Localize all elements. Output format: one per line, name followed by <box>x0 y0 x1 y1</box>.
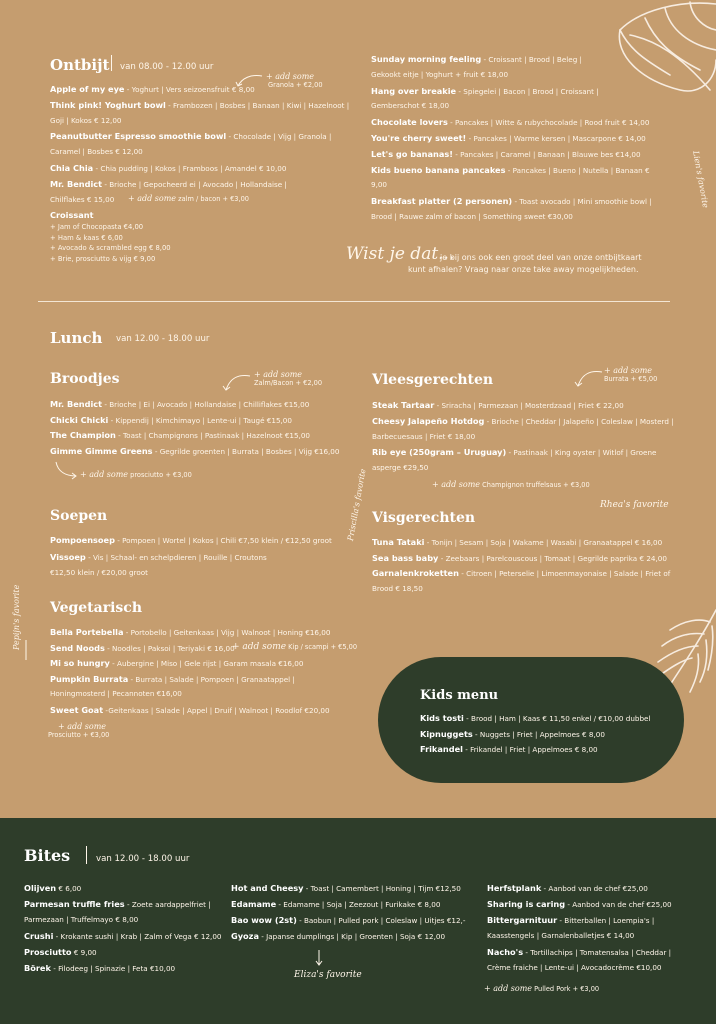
menu-item <box>371 166 650 174</box>
menu-item-name: Let's go bananas! <box>371 148 453 159</box>
menu-item-name: You're cherry sweet! <box>371 133 467 143</box>
menu-item-description: - Citroen | Peterselie | Limoenmayonaise | Salade | Friet of <box>458 569 671 579</box>
menu-item-description: 9,00 <box>371 180 388 190</box>
menu-item-description: - Bitterballen | Loempia's | <box>557 916 655 925</box>
plus-icon: + <box>50 233 58 242</box>
menu-item-name: Garnalenkroketten <box>372 568 459 579</box>
menu-item-description: - Zoete aardappelfriet | <box>124 900 211 909</box>
menu-item-description: - Nuggets | Friet | Appelmoes € 8,00 <box>472 729 605 739</box>
menu-item-description: - Pompoen | Wortel | Kokos | Chili €7,50 klein / €12,50 groot <box>114 536 332 545</box>
menu-item <box>487 932 634 939</box>
menu-item <box>50 148 143 155</box>
plus-icon: + <box>50 244 58 252</box>
menu-item-description: € 6,00 <box>56 884 82 893</box>
rib-eye-add-some: + add some Champignon truffelsaus + €3,00 <box>432 480 590 489</box>
menu-item <box>371 213 573 220</box>
menu-item-description: - Brioche | Gepocheerd ei | Avocado | Hollandaise | <box>102 179 287 189</box>
menu-item-name: Mr. Bendict <box>50 178 103 189</box>
menu-item <box>50 431 310 439</box>
menu-item <box>50 644 235 652</box>
menu-item <box>231 932 445 940</box>
menu-item <box>372 554 667 562</box>
menu-item <box>50 211 94 219</box>
menu-item-description: - Toast avocado | Mini smoothie bowl | <box>512 197 652 207</box>
menu-item <box>371 118 649 126</box>
menu-item-description: - Japanse dumplings | Kip | Groenten | Soja € 12,00 <box>258 932 446 941</box>
wist-line-1: je bij ons ook een groot deel van onze ontbijtkaart <box>440 253 642 262</box>
menu-item-description: - Chocolade | Vijg | Granola | <box>226 132 332 142</box>
menu-item <box>371 197 652 205</box>
menu-item-description: - Croissant | Brood | Beleg | <box>481 55 582 64</box>
nacho-add-some: + add some Pulled Pork + €3,00 <box>484 984 600 993</box>
arrow-icon <box>314 950 324 966</box>
menu-item-description: - Frikandel | Friet | Appelmoes € 8,00 <box>462 745 598 754</box>
croissant-option-text: Avocado & scrambled egg € 8,00 <box>57 244 171 252</box>
menu-item <box>371 102 449 109</box>
menu-item-description: Goji | Kokos € 12,00 <box>50 115 122 125</box>
croissant-option <box>50 255 155 263</box>
menu-item-name: Mr. Bendict <box>50 399 103 409</box>
menu-item-name: Herfstplank <box>487 883 542 893</box>
menu-item-description: - Tortillachips | Tomatensalsa | Cheddar | <box>523 948 672 957</box>
menu-item-description: -Geitenkaas | Salade | Appel | Druif | Walnoot | Roodlof €20,00 <box>103 706 330 715</box>
menu-item-name: Gimme Gimme Greens <box>50 445 153 456</box>
menu-item-description: - Sriracha | Parmezaan | Mosterdzaad | Friet € 22,00 <box>434 401 624 410</box>
menu-item <box>24 932 222 940</box>
vlees-add-some: + add some Burrata + €5,00 <box>604 366 658 383</box>
section-title-visgerechten: Visgerechten <box>372 510 476 526</box>
bites-time: van 12.00 - 18.00 uur <box>96 854 190 864</box>
section-title-broodjes: Broodjes <box>50 371 120 387</box>
menu-item-name: Nacho's <box>487 947 524 957</box>
menu-item <box>50 117 121 124</box>
menu-item-name: Börek <box>24 963 51 973</box>
menu-item <box>50 85 255 93</box>
menu-item-name: Send Noods <box>50 642 105 653</box>
menu-item <box>50 569 148 576</box>
leaf-decoration-icon <box>600 0 716 110</box>
menu-item-name: Hang over breakie <box>371 85 457 96</box>
menu-item-name: Kids bueno banana pancakes <box>371 164 506 175</box>
menu-item-name: Bao wow (2st) <box>231 915 297 925</box>
wist-je-dat-script: Wist je dat... <box>346 244 455 264</box>
plus-icon: + <box>50 254 58 263</box>
menu-item-name: Peanutbutter Espresso smoothie bowl <box>50 131 227 142</box>
menu-item-description: - Noodles | Paksoi | Teriyaki € 16,00 <box>104 643 235 653</box>
menu-item-name: Vissoep <box>50 551 86 562</box>
menu-item-description: - Pastinaak | King oyster | Witlof | Groene <box>506 448 657 458</box>
send-noods-add-some: + add some Kip / scampi + €5,00 <box>232 642 358 652</box>
menu-item <box>372 401 624 409</box>
section-title-soepen: Soepen <box>50 508 108 524</box>
menu-item-description: - Toast | Champignons | Pastinaak | Hazelnoot €15,00 <box>115 431 310 441</box>
menu-item-description: Crème fraiche | Lente-ui | Avocadocrème €10,00 <box>487 963 662 972</box>
ontbijt-add-some: + add some Granola + €2,00 <box>266 72 323 89</box>
menu-item <box>371 71 508 78</box>
menu-item-name: Breakfast platter (2 personen) <box>371 196 513 207</box>
lunch-time: van 12.00 - 18.00 uur <box>116 334 210 344</box>
broodjes-bottom-add: + add some prosciutto + €3,00 <box>80 470 192 479</box>
menu-item-description: - Aanbod van de chef €25,00 <box>541 884 648 893</box>
menu-item-name: Apple of my eye <box>50 84 125 94</box>
menu-item <box>372 585 423 592</box>
menu-item-description: - Yoghurt | Vers seizoensfruit € 8,00 <box>124 85 255 94</box>
section-title-kids: Kids menu <box>420 688 499 703</box>
menu-item <box>50 536 332 544</box>
menu-item-description: - Zeebaars | Parelcouscous | Tomaat | Gegrilde paprika € 24,00 <box>438 553 667 563</box>
menu-item-description: - Vis | Schaal- en schelpdieren | Rouille | Croutons <box>85 552 267 562</box>
menu-item <box>372 433 475 440</box>
menu-item-name: Sunday morning feeling <box>371 54 482 64</box>
menu-item-description: € 9,00 <box>71 948 97 957</box>
menu-item-name: Think pink! Yoghurt bowl <box>50 99 166 110</box>
menu-item <box>372 464 428 471</box>
priscilla-favorite-label: Priscilla's favorite <box>346 468 368 542</box>
menu-item-description: Honingmosterd | Pecannoten €16,00 <box>50 689 182 699</box>
menu-item <box>50 132 331 140</box>
menu-item <box>24 948 97 956</box>
section-divider <box>38 301 670 302</box>
menu-item <box>50 164 286 172</box>
lien-favorite-label: Lien's favorite <box>691 150 711 209</box>
menu-item <box>231 884 461 892</box>
menu-item <box>50 706 330 714</box>
menu-item-name: Bella Portebella <box>50 627 124 637</box>
menu-item-name: Mi so hungry <box>50 658 110 669</box>
menu-item-description: - Spiegelei | Bacon | Brood | Croissant | <box>456 86 599 96</box>
croissant-option <box>50 223 143 231</box>
menu-item-description: asperge €29,50 <box>372 463 429 473</box>
menu-item <box>24 884 81 892</box>
menu-item-description: - Portobello | Geitenkaas | Vijg | Walnoot | Honing €16,00 <box>123 628 331 637</box>
menu-item-description: Brood € 18,50 <box>372 583 423 593</box>
croissant-option-text: Brie, prosciutto & vijg € 9,00 <box>57 254 156 263</box>
menu-item-description: - Baobun | Pulled pork | Coleslaw | Uitjes €12,- <box>296 916 466 925</box>
pepijn-favorite-label: Pepijn's favorite <box>12 584 21 650</box>
menu-item <box>50 447 339 455</box>
menu-item <box>24 900 211 908</box>
croissant-option-text: Ham & kaas € 6,00 <box>57 233 123 242</box>
menu-item-name: Chocolate lovers <box>371 117 448 128</box>
menu-item-description: - Burrata | Salade | Pompoen | Granaatappel | <box>128 674 295 684</box>
menu-item-description: - Frambozen | Bosbes | Banaan | Kiwi | Hazelnoot | <box>165 100 350 110</box>
menu-item <box>372 538 662 546</box>
menu-item-description: - Pancakes | Caramel | Banaan | Blauwe bes €14,00 <box>452 149 641 159</box>
menu-item-description: Gekookt eitje | Yoghurt + fruit € 18,00 <box>371 69 509 79</box>
menu-item <box>420 714 650 722</box>
wist-line-2: kunt afhalen? Vraag naar onze take away mogelijkheden. <box>408 265 639 274</box>
menu-item-name: Pumpkin Burrata <box>50 673 129 684</box>
menu-item <box>50 180 287 188</box>
menu-item <box>24 916 138 923</box>
menu-item-name: Chia Chia <box>50 163 94 173</box>
section-title-vleesgerechten: Vleesgerechten <box>372 372 494 388</box>
menu-item <box>487 916 654 924</box>
menu-item <box>371 150 641 158</box>
menu-item-name: Pompoensoep <box>50 535 115 545</box>
menu-item-description: - Kippendij | Kimchimayo | Lente-ui | Taugé €15,00 <box>108 415 292 425</box>
menu-item-name: Kids tosti <box>420 713 464 723</box>
menu-item-description: Barbecuesaus | Friet € 18,00 <box>372 431 476 441</box>
menu-item <box>50 101 349 109</box>
eliza-favorite-label: Eliza's favorite <box>294 970 362 980</box>
menu-item-name: Olijven <box>24 883 57 893</box>
section-title-lunch: Lunch <box>50 329 103 347</box>
menu-item-description: - Pancakes | Bueno | Nutella | Banaan € <box>505 165 650 175</box>
menu-item-name: Sea bass baby <box>372 552 439 563</box>
menu-item-description: - Brood | Ham | Kaas € 11,50 enkel / €10,00 dubbel <box>463 714 651 723</box>
menu-item <box>487 964 661 971</box>
mr-bendict-add-some: + add some zalm / bacon + €3,00 <box>128 194 249 203</box>
menu-item-name: The Champion <box>50 430 116 441</box>
menu-item-name: Tuna Tataki <box>372 537 425 547</box>
ontbijt-time: van 08.00 - 12.00 uur <box>120 62 214 72</box>
rhea-favorite-label: Rhea's favorite <box>600 500 669 510</box>
menu-item <box>231 900 440 908</box>
menu-item-description: - Pancakes | Witte & rubychocolade | Rood fruit € 14,00 <box>447 118 650 128</box>
menu-item-description: Caramel | Bosbes € 12,00 <box>50 147 143 157</box>
menu-item-description: Chilflakes € 15,00 <box>50 194 115 204</box>
menu-item-name: Edamame <box>231 899 277 909</box>
sweet-goat-add-some: + add some Prosciutto + €3,00 <box>48 722 110 739</box>
menu-item-description: - Brioche | Cheddar | Jalapeño | Coleslaw | Mosterd | <box>484 416 674 426</box>
menu-item <box>50 400 309 408</box>
menu-item <box>420 745 598 753</box>
title-separator <box>86 846 87 864</box>
menu-item <box>372 569 670 577</box>
menu-item-name: Chicki Chicki <box>50 414 109 425</box>
menu-item-description: - Aubergine | Miso | Gele rijst | Garam masala €16,00 <box>109 659 304 669</box>
menu-item-description: Brood | Rauwe zalm of bacon | Something sweet €30,00 <box>371 212 573 221</box>
menu-item <box>371 134 646 142</box>
croissant-option <box>50 244 171 252</box>
arrow-icon <box>54 460 78 480</box>
menu-item-description: - Aanbod van de chef €25,00 <box>565 900 672 909</box>
menu-item-name: Gyoza <box>231 931 259 941</box>
menu-item <box>50 553 267 561</box>
menu-item-name: Steak Tartaar <box>372 400 435 410</box>
arrow-icon <box>22 640 30 662</box>
menu-item-name: Croissant <box>50 210 94 221</box>
menu-item-description: - Pancakes | Warme kersen | Mascarpone € 14,00 <box>466 134 646 143</box>
croissant-option <box>50 234 123 242</box>
menu-item <box>487 948 671 956</box>
croissant-option-text: Jam of Chocopasta €4,00 <box>57 223 144 231</box>
menu-item <box>371 181 387 188</box>
menu-item-name: Sharing is caring <box>487 899 566 909</box>
menu-item <box>50 628 330 636</box>
menu-item-name: Hot and Cheesy <box>231 883 304 893</box>
menu-item-description: - Tonijn | Sesam | Soja | Wakame | Wasabi | Granaatappel € 16,00 <box>424 538 663 547</box>
menu-item-name: Rib eye (250gram – Uruguay) <box>372 447 507 458</box>
section-title-vegetarisch: Vegetarisch <box>50 600 142 616</box>
menu-item <box>487 884 648 892</box>
menu-item-description: - Chia pudding | Kokos | Framboos | Amandel € 10,00 <box>93 164 287 173</box>
menu-item-description: - Gegrilde groenten | Burrata | Bosbes | Vijg €16,00 <box>152 446 340 456</box>
menu-item-description: Kaasstengels | Garnalenballetjes € 14,00 <box>487 931 635 940</box>
menu-item <box>371 55 582 63</box>
menu-item <box>372 448 656 456</box>
menu-item-name: Kipnuggets <box>420 728 473 739</box>
section-title-ontbijt: Ontbijt <box>50 56 110 74</box>
menu-item-description: - Brioche | Ei | Avocado | Hollandaise | Chilliflakes €15,00 <box>102 400 310 409</box>
menu-item-description: €12,50 klein / €20,00 groot <box>50 568 148 577</box>
menu-item-description: - Krokante sushi | Krab | Zalm of Vega € 12,00 <box>53 932 222 941</box>
menu-item <box>371 87 599 95</box>
arrow-icon <box>222 372 252 392</box>
menu-item <box>50 196 114 203</box>
menu-item-description: - Toast | Camembert | Honing | Tijm €12,50 <box>303 884 461 893</box>
menu-item-name: Crushi <box>24 931 54 941</box>
menu-item-description: - Filodeeg | Spinazie | Feta €10,00 <box>50 964 176 973</box>
menu-item <box>420 730 605 738</box>
menu-item-description: Parmezaan | Truffelmayo € 8,00 <box>24 915 139 924</box>
menu-item-description: - Edamame | Soja | Zeezout | Furikake € 8,00 <box>276 900 441 909</box>
menu-item <box>487 900 672 908</box>
menu-item <box>24 964 175 972</box>
menu-item-name: Prosciutto <box>24 947 72 957</box>
broodjes-add-some: + add some Zalm/Bacon + €2,00 <box>254 370 323 387</box>
menu-item-name: Sweet Goat <box>50 705 104 715</box>
menu-item-description: Gemberschot € 18,00 <box>371 101 450 111</box>
menu-item <box>50 675 295 683</box>
menu-item-name: Cheesy Jalapeño Hotdog <box>372 415 485 426</box>
title-separator <box>111 55 112 71</box>
menu-item <box>50 690 182 697</box>
menu-item <box>372 417 674 425</box>
plus-icon: + <box>50 223 58 231</box>
menu-item-name: Parmesan truffle fries <box>24 899 125 909</box>
menu-item <box>50 416 292 424</box>
menu-item <box>50 659 303 667</box>
arrow-icon <box>574 368 604 388</box>
section-title-bites: Bites <box>24 846 71 865</box>
menu-item-name: Bittergarnituur <box>487 915 558 925</box>
menu-item <box>231 916 465 924</box>
menu-item-name: Frikandel <box>420 744 463 754</box>
